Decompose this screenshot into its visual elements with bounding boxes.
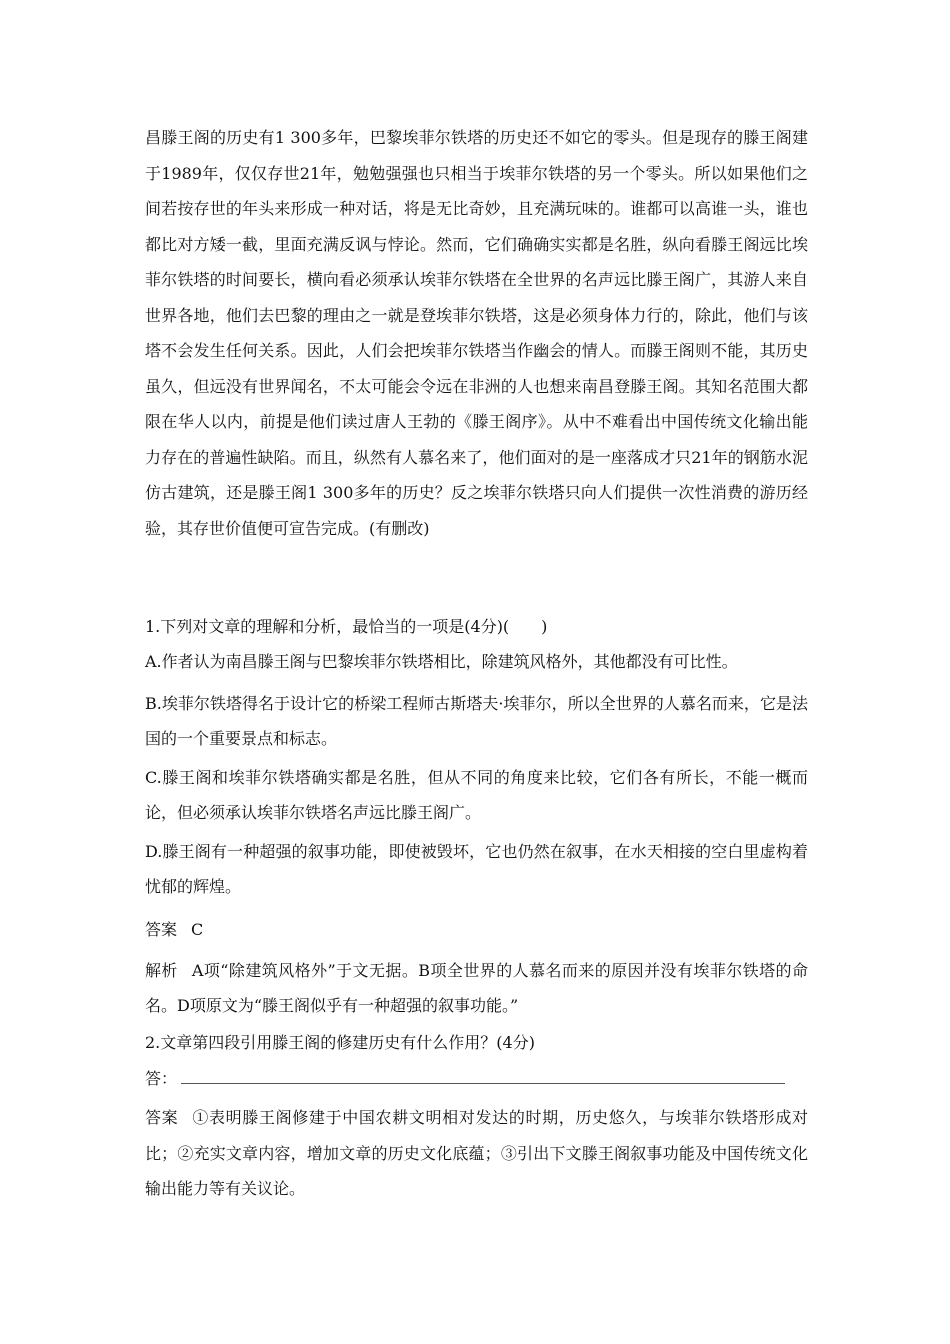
answer-label: 答案: [145, 920, 178, 939]
question-1-option-d: D.滕王阁有一种超强的叙事功能，即使被毁坏，它也仍然在叙事，在水天相接的空白里虚构着忧郁的辉煌。: [145, 842, 808, 896]
answer-text: ①表明滕王阁修建于中国农耕文明相对发达的时期，历史悠久，与埃菲尔铁塔形成对比；②充实文章内容，增加文章的历史文化底蕴；③引出下文滕王阁叙事功能及中国传统文化输出能力等有关议论。: [145, 1108, 808, 1198]
question-1-option-c: C.滕王阁和埃菲尔铁塔确实都是名胜，但从不同的角度来比较，它们各有所长，不能一概而论，但必须承认埃菲尔铁塔名声远比滕王阁广。: [145, 768, 808, 822]
question-1-option-a: A.作者认为南昌滕王阁与巴黎埃菲尔铁塔相比，除建筑风格外，其他都没有可比性。: [145, 652, 738, 671]
question-2-stem: 2.文章第四段引用滕王阁的修建历史有什么作用？(4分): [145, 1033, 535, 1052]
answer-blank-line: [145, 1066, 785, 1092]
question-1-answer: [145, 917, 808, 943]
answer-underline[interactable]: [181, 1069, 785, 1084]
explanation-text: A项“除建筑风格外”于文无据。B项全世界的人慕名而来的原因并没有埃菲尔铁塔的命名。D项原文为“滕王阁似乎有一种超强的叙事功能。”: [145, 961, 808, 1015]
answer-value: C: [191, 920, 204, 939]
answer-prompt: 答：: [145, 1069, 178, 1088]
question-2-answer: [145, 1100, 808, 1207]
answer-label: 答案: [145, 1108, 179, 1127]
question-1-explanation: [145, 953, 808, 1023]
explanation-label: 解析: [145, 961, 178, 980]
reading-passage: 昌滕王阁的历史有1 300多年，巴黎埃菲尔铁塔的历史还不如它的零头。但是现存的滕王阁建于1989年，仅仅存世21年，勉勉强强也只相当于埃菲尔铁塔的另一个零头。所以如果他们之间若按存世的年头来形成一种对话，将是无比奇妙，且充满玩味的。谁都可以高谁一头，谁也都比对方矮一截，里面充满反讽与悖论。然而，它们确确实实都是名胜，纵向看滕王阁远比埃菲尔铁塔的时间要长，横向看必须承认埃菲尔铁塔在全世界的名声远比滕王阁广，其游人来自世界各地，他们去巴黎的理由之一就是登埃菲尔铁塔，这是必须身体力行的，除此，他们与该塔不会发生任何关系。因此，人们会把埃菲尔铁塔当作幽会的情人。而滕王阁则不能，其历史虽久，但远没有世界闻名，不太可能会令远在非洲的人也想来南昌登滕王阁。其知名范围大都限在华人以内，前提是他们读过唐人王勃的《滕王阁序》。从中不难看出中国传统文化输出能力存在的普遍性缺陷。而且，纵然有人慕名来了，他们面对的是一座落成才只21年的钢筋水泥仿古建筑，还是滕王阁1 300多年的历史？反之埃菲尔铁塔只向人们提供一次性消费的游历经验，其存世价值便可宣告完成。(有删改): [145, 128, 808, 538]
question-1-option-b: B.埃菲尔铁塔得名于设计它的桥梁工程师古斯塔夫·埃菲尔，所以全世界的人慕名而来，它是法国的一个重要景点和标志。: [145, 694, 808, 748]
question-1-stem: 1.下列对文章的理解和分析，最恰当的一项是(4分)( ): [145, 617, 548, 636]
